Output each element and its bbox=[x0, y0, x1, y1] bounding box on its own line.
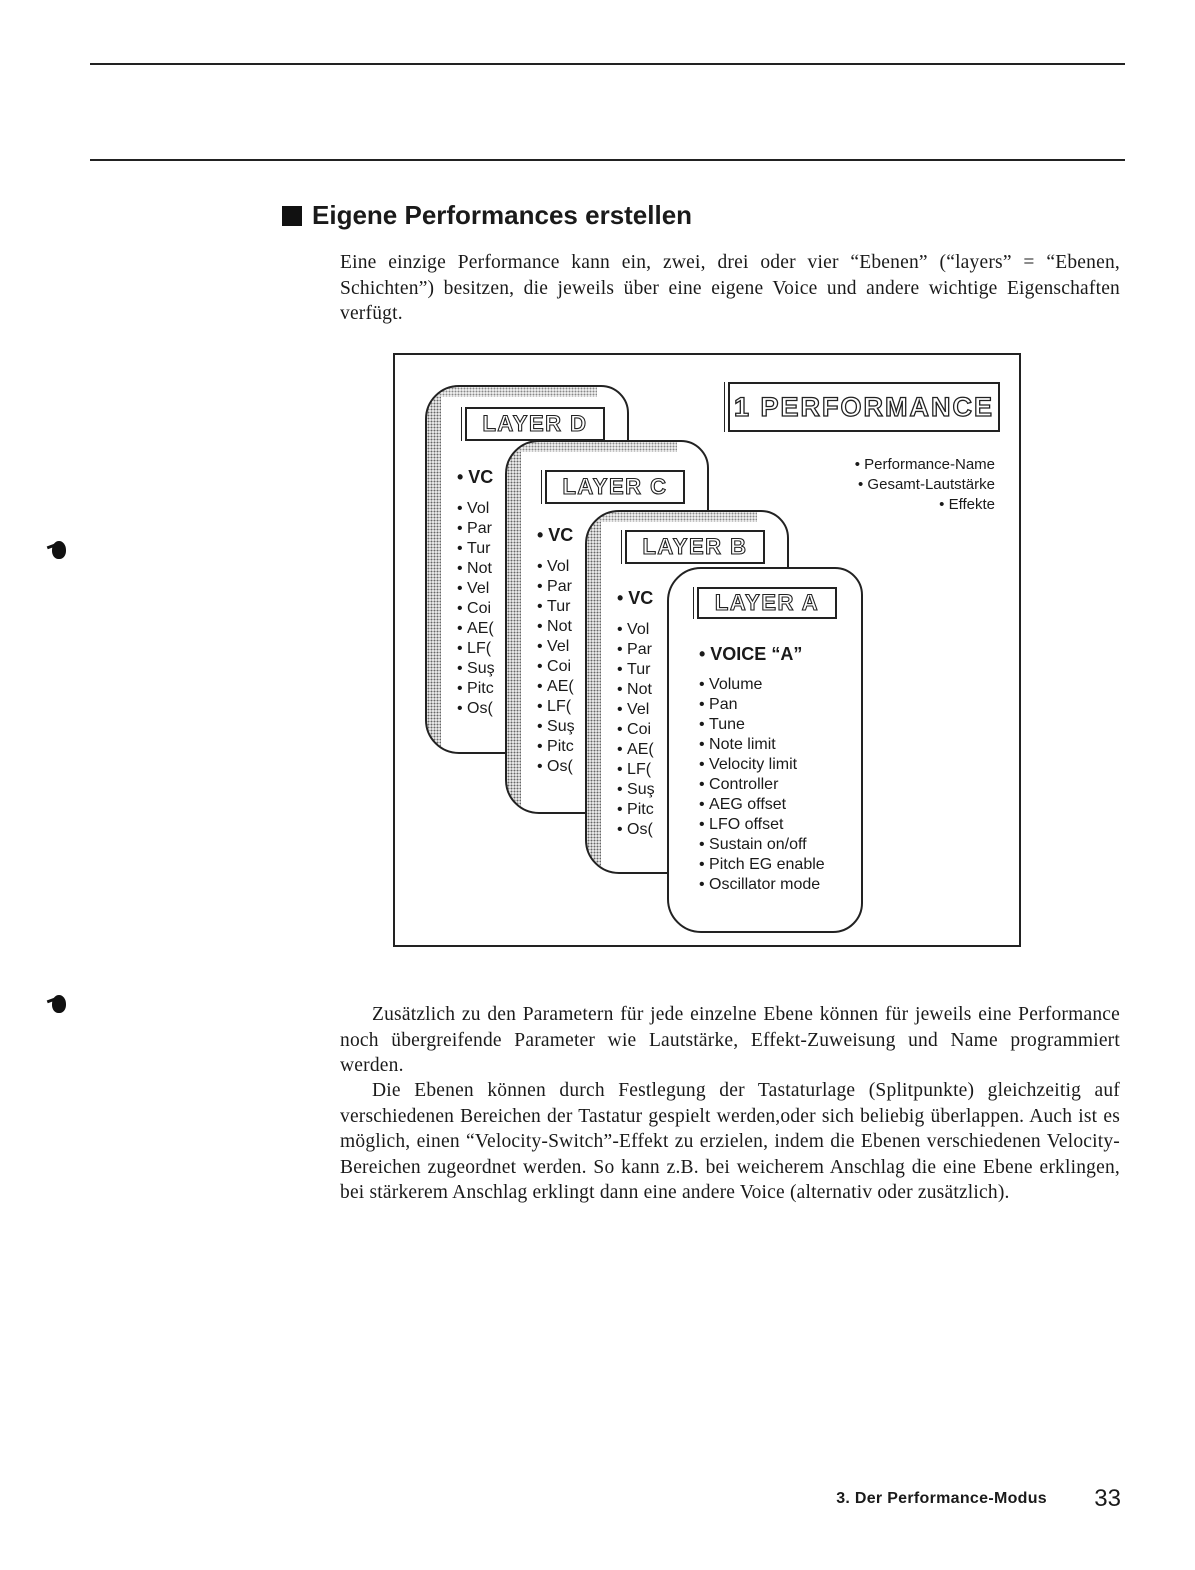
layer-param: • Not bbox=[617, 680, 655, 700]
layer-a-title: LAYER A bbox=[697, 587, 837, 619]
card-shadow bbox=[587, 512, 757, 522]
layer-param: • Tur bbox=[617, 660, 655, 680]
layer-param: • Suş bbox=[457, 659, 495, 679]
layer-d-voice: • VC bbox=[457, 467, 494, 487]
layer-param: • LFO offset bbox=[699, 815, 825, 835]
layer-param: • Pitch EG enable bbox=[699, 855, 825, 875]
layer-param: • Controller bbox=[699, 775, 825, 795]
section-heading bbox=[282, 200, 692, 231]
layer-c-title: LAYER C bbox=[545, 470, 685, 504]
layer-param: • Coi bbox=[537, 657, 575, 677]
performance-layer-figure bbox=[393, 353, 1021, 947]
layer-a-voice: • VOICE “A” bbox=[699, 644, 803, 664]
layer-param: • Vol bbox=[617, 620, 655, 640]
layer-param: • AE( bbox=[457, 619, 495, 639]
layer-c-voice: • VC bbox=[537, 525, 574, 545]
layer-param: • Os( bbox=[457, 699, 495, 719]
card-shadow bbox=[427, 387, 441, 752]
layer-param: • AE( bbox=[617, 740, 655, 760]
layer-param: • Vel bbox=[617, 700, 655, 720]
layer-param: • Vel bbox=[537, 637, 575, 657]
performance-param: • Performance-Name bbox=[854, 456, 995, 473]
card-shadow bbox=[507, 442, 521, 812]
layer-param: • Par bbox=[457, 519, 495, 539]
performance-param: • Effekte bbox=[939, 496, 995, 513]
layer-param: • Os( bbox=[617, 820, 655, 840]
layer-param: • Vol bbox=[537, 557, 575, 577]
layer-a-card bbox=[667, 567, 863, 933]
layer-d-title: LAYER D bbox=[465, 407, 605, 441]
layer-param: • Sustain on/off bbox=[699, 835, 825, 855]
layer-param: • Suş bbox=[617, 780, 655, 800]
layer-c-param-list bbox=[537, 557, 575, 777]
layer-b-title: LAYER B bbox=[625, 530, 765, 564]
layer-param: • Oscillator mode bbox=[699, 875, 825, 895]
page-number: 33 bbox=[1094, 1485, 1121, 1512]
layer-param: • Tune bbox=[699, 715, 825, 735]
top-rule bbox=[90, 63, 1125, 65]
layer-param: • Par bbox=[537, 577, 575, 597]
layer-a-param-list bbox=[699, 675, 825, 895]
layer-param: • Volume bbox=[699, 675, 825, 695]
layer-param: • Tur bbox=[457, 539, 495, 559]
layer-param: • Vel bbox=[457, 579, 495, 599]
card-shadow bbox=[427, 387, 597, 397]
footer-chapter-title: 3. Der Performance-Modus bbox=[836, 1490, 1047, 1507]
performance-param-list bbox=[790, 455, 995, 515]
layer-param: • Pan bbox=[699, 695, 825, 715]
layer-param: • LF( bbox=[617, 760, 655, 780]
card-shadow bbox=[507, 442, 677, 452]
header-rule bbox=[90, 159, 1125, 161]
layer-param: • Par bbox=[617, 640, 655, 660]
punch-hole-mark bbox=[52, 541, 66, 559]
layer-param: • Note limit bbox=[699, 735, 825, 755]
layer-param: • Vol bbox=[457, 499, 495, 519]
layer-b-param-list bbox=[617, 620, 655, 840]
intro-paragraph: Eine einzige Performance kann ein, zwei, drei oder vier “Ebenen” (“layers” = “Ebenen, Schichten”) besitzen, die jeweils über eine eigene Voice und andere wichtige Eigenschaften verfügt. bbox=[340, 252, 1120, 324]
card-shadow bbox=[587, 512, 601, 872]
layer-param: • AEG offset bbox=[699, 795, 825, 815]
layer-param: • LF( bbox=[457, 639, 495, 659]
performance-title-box: 1 PERFORMANCE bbox=[728, 382, 1000, 432]
performance-param: • Gesamt-Lautstärke bbox=[858, 476, 995, 493]
layer-param: • Coi bbox=[457, 599, 495, 619]
layer-param: • Pitc bbox=[537, 737, 575, 757]
section-heading-text: Eigene Performances erstellen bbox=[312, 200, 693, 230]
square-bullet-icon bbox=[282, 206, 302, 226]
layer-param: • Velocity limit bbox=[699, 755, 825, 775]
layer-d-param-list bbox=[457, 499, 495, 719]
body-paragraph: Zusätzlich zu den Parametern für jede einzelne Ebene können für jeweils eine Performance noch übergreifende Parameter wie Lautstärke, Effekt-Zuweisung und Name programmiert werden. bbox=[340, 1004, 1120, 1076]
layer-param: • Not bbox=[457, 559, 495, 579]
layer-param: • Pitc bbox=[617, 800, 655, 820]
layer-param: • AE( bbox=[537, 677, 575, 697]
layer-param: • Pitc bbox=[457, 679, 495, 699]
body-paragraph: Die Ebenen können durch Festlegung der Tastaturlage (Splitpunkte) gleichzeitig auf verschiedenen Bereichen der Tastatur gespielt werden,oder sich beliebig überlappen. Auch ist es möglich, einen “Velocity-Switch”-Effekt zu erzielen, indem die Ebenen verschiedenen Velocity-Bereichen zugeordnet werden. So kann z.B. bei weicherem Anschlag die eine Ebene erklingen, bei stärkerem Anschlag erklingt dann eine andere Voice (alternativ oder zusätzlich). bbox=[340, 1080, 1120, 1203]
layer-param: • Coi bbox=[617, 720, 655, 740]
layer-param: • Suş bbox=[537, 717, 575, 737]
layer-param: • Not bbox=[537, 617, 575, 637]
punch-hole-mark bbox=[52, 995, 66, 1013]
layer-param: • Tur bbox=[537, 597, 575, 617]
layer-b-voice: • VC bbox=[617, 588, 654, 608]
layer-param: • LF( bbox=[537, 697, 575, 717]
layer-param: • Os( bbox=[537, 757, 575, 777]
